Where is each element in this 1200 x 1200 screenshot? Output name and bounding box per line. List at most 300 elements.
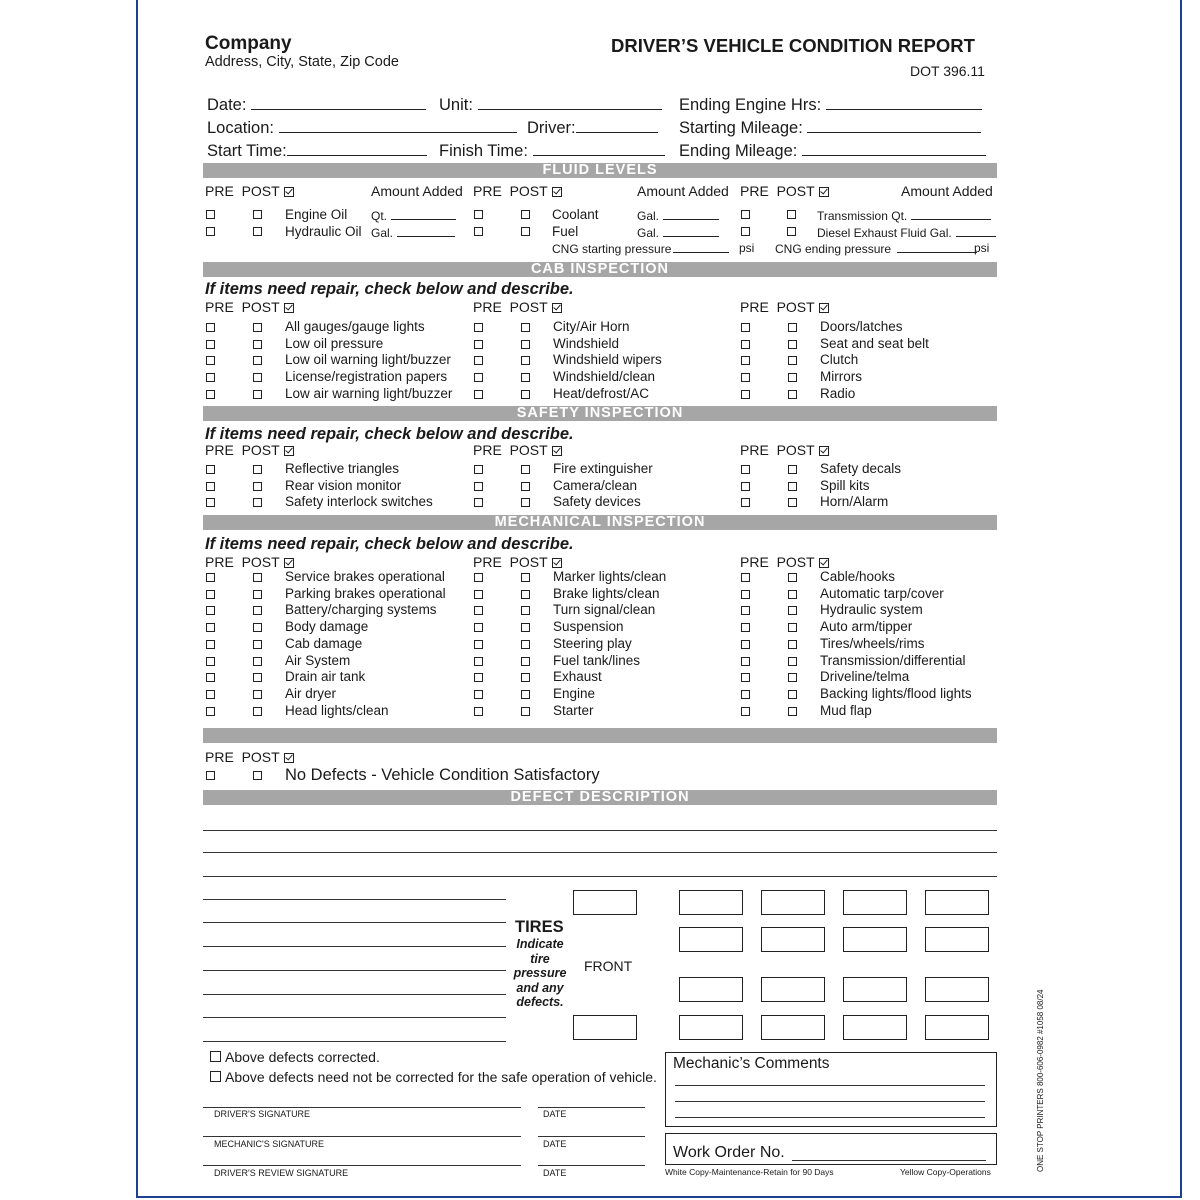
defect-line[interactable] [203,994,506,995]
post-checkbox[interactable] [253,390,262,399]
fluid-item: Hydraulic Oil [285,224,362,239]
post-checkbox[interactable] [253,373,262,382]
pre-checkbox[interactable] [474,227,483,236]
pre-checkbox[interactable] [474,210,483,219]
pre-post-header: PRE POST [205,299,294,315]
cab-inspection-bar: CAB INSPECTION [203,262,997,277]
tire-box[interactable] [679,1015,743,1040]
tire-box[interactable] [843,890,907,915]
inspection-item: Camera/clean [553,477,638,493]
inspection-item: Doors/latches [820,319,903,334]
post-checkbox[interactable] [521,623,530,632]
unit-label: Unit: [439,96,473,114]
tires-title: TIRES [515,918,564,936]
checkmark-icon [284,558,294,568]
post-checkbox[interactable] [253,573,262,582]
post-checkbox[interactable] [253,606,262,615]
form-title: DRIVER’S VEHICLE CONDITION REPORT [611,35,975,56]
start-time-label: Start Time: [207,142,287,160]
fluid-col1-header: PRE POST [205,183,294,199]
safety-inspection-bar: SAFETY INSPECTION [203,406,997,421]
pre-checkbox[interactable] [474,323,483,332]
defects-corrected-checkbox[interactable] [210,1051,221,1062]
finish-time-field[interactable] [439,141,665,161]
post-checkbox[interactable] [253,482,262,491]
tire-box[interactable] [925,977,989,1002]
tires-instruction-line: tire [530,951,550,966]
pre-checkbox[interactable] [206,465,215,474]
checkmark-icon [284,753,294,763]
post-checkbox[interactable] [253,673,262,682]
pre-checkbox[interactable] [206,657,215,666]
driver-signature-label: DRIVER'S SIGNATURE [214,1109,311,1119]
checkmark-icon [819,187,829,197]
checkmark-icon [552,446,562,456]
inspection-item: Engine [553,685,596,701]
post-checkbox[interactable] [253,356,262,365]
post-checkbox[interactable] [521,390,530,399]
front-label: FRONT [584,958,633,974]
review-date-line[interactable] [538,1165,645,1166]
tire-box[interactable] [925,927,989,952]
defect-line[interactable] [203,946,506,947]
inspection-item: Suspension [553,619,624,635]
post-checkbox[interactable] [788,590,797,599]
checkmark-icon [284,187,294,197]
mechanic-date-label: DATE [543,1139,567,1149]
location-field[interactable] [207,118,517,138]
pre-checkbox[interactable] [206,373,215,382]
pre-checkbox[interactable] [741,482,750,491]
defects-corrected-label: Above defects corrected. [225,1049,380,1065]
tire-box[interactable] [761,977,825,1002]
tire-box[interactable] [761,927,825,952]
inspection-item: Low oil pressure [285,335,384,351]
dot-number: DOT 396.11 [910,63,985,79]
post-checkbox[interactable] [253,323,262,332]
inspection-item: Exhaust [553,669,602,685]
tire-box-rear-left[interactable] [573,1015,637,1040]
checkmark-icon [819,558,829,568]
safety-repair-instruction: If items need repair, check below and describe. [205,425,574,443]
inspection-item: Hydraulic system [820,602,923,618]
fluid-amount-field[interactable]: Transmission Qt. [817,208,991,223]
pre-checkbox[interactable] [206,623,215,632]
defect-line[interactable] [203,1041,506,1042]
pre-checkbox[interactable] [206,227,215,236]
pre-checkbox[interactable] [741,356,750,365]
fluid-amount-field[interactable]: Gal. [371,225,455,240]
post-checkbox[interactable] [521,340,530,349]
comments-line[interactable] [675,1085,985,1086]
blank-bar [203,728,997,743]
inspection-item: Mirrors [820,369,862,385]
post-checkbox[interactable] [788,465,797,474]
defect-line[interactable] [203,852,997,853]
inspection-item: Safety decals [820,461,902,476]
fluid-amount-field[interactable]: Qt. [371,208,456,223]
work-order-line[interactable] [792,1160,986,1161]
post-checkbox[interactable] [253,227,262,236]
fluid-col1-amount-added: Amount Added [371,183,463,199]
inspection-item: Starter [553,702,594,718]
pre-checkbox[interactable] [474,498,483,507]
inspection-item: Heat/defrost/AC [553,385,650,401]
inspection-item: Turn signal/clean [553,602,656,618]
mechanic-date-line[interactable] [538,1136,645,1137]
inspection-item: Clutch [820,352,859,368]
no-defects-post-checkbox[interactable] [253,771,262,780]
pre-post-header: PRE POST [473,442,562,458]
post-checkbox[interactable] [521,498,530,507]
defect-description-bar: DEFECT DESCRIPTION [203,790,997,805]
post-checkbox[interactable] [253,590,262,599]
pre-checkbox[interactable] [206,356,215,365]
cng-end-field[interactable]: CNG ending pressure [775,241,977,256]
fluid-col2-header: PRE POST [473,183,562,199]
unit-field[interactable] [439,95,662,115]
post-checkbox[interactable] [521,606,530,615]
post-checkbox[interactable] [788,673,797,682]
pre-checkbox[interactable] [741,690,750,699]
checkmark-icon [552,187,562,197]
inspection-item: Fire extinguisher [553,461,653,476]
checkmark-icon [284,303,294,313]
post-checkbox[interactable] [521,690,530,699]
post-checkbox[interactable] [788,573,797,582]
inspection-item: Horn/Alarm [820,494,889,510]
inspection-item: Automatic tarp/cover [820,585,944,601]
ending-mileage-field[interactable] [679,141,986,161]
starting-mileage-field[interactable] [679,118,981,138]
post-checkbox[interactable] [788,482,797,491]
pre-checkbox[interactable] [206,573,215,582]
mechanic-comments-label: Mechanic’s Comments [673,1055,830,1072]
comments-line[interactable] [675,1101,985,1102]
pre-checkbox[interactable] [206,690,215,699]
post-checkbox[interactable] [788,373,797,382]
defect-line[interactable] [203,1017,506,1018]
inspection-item: Driveline/telma [820,669,910,685]
review-signature-label: DRIVER'S REVIEW SIGNATURE [214,1168,349,1178]
pre-checkbox[interactable] [474,606,483,615]
driver-date-label: DATE [543,1109,567,1119]
inspection-item: Spill kits [820,477,870,493]
post-checkbox[interactable] [788,606,797,615]
post-checkbox[interactable] [521,323,530,332]
inspection-item: Body damage [285,619,369,635]
printer-note: ONE STOP PRINTERS 800-606-0982 #1058 08/24 [1036,989,1045,1172]
inspection-item: Head lights/clean [285,702,389,718]
pre-checkbox[interactable] [741,707,750,716]
date-field[interactable] [207,95,426,115]
post-checkbox[interactable] [788,623,797,632]
pre-checkbox[interactable] [741,673,750,682]
pre-checkbox[interactable] [206,606,215,615]
pre-checkbox[interactable] [474,465,483,474]
post-checkbox[interactable] [521,210,530,219]
pre-post-header: PRE POST [205,442,294,458]
pre-checkbox[interactable] [206,673,215,682]
checkmark-icon [552,558,562,568]
post-checkbox[interactable] [521,673,530,682]
tire-box[interactable] [761,890,825,915]
inspection-item: Cable/hooks [820,569,896,584]
white-copy-note: White Copy-Maintenance-Retain for 90 Days [665,1167,834,1177]
pre-checkbox[interactable] [206,707,215,716]
post-checkbox[interactable] [788,390,797,399]
inspection-item: Windshield/clean [553,369,656,385]
post-checkbox[interactable] [521,227,530,236]
psi-label: psi [974,241,990,255]
finish-time-label: Finish Time: [439,142,528,160]
inspection-item: Low oil warning light/buzzer [285,352,451,368]
post-checkbox[interactable] [253,640,262,649]
tires-instruction-line: pressure [513,966,567,980]
pre-checkbox[interactable] [741,623,750,632]
no-defects-pre-checkbox[interactable] [206,771,215,780]
pre-post-header: PRE POST [740,554,829,570]
post-checkbox[interactable] [788,690,797,699]
post-checkbox[interactable] [788,340,797,349]
pre-checkbox[interactable] [206,498,215,507]
no-defects-header: PRE POST [205,749,294,765]
post-checkbox[interactable] [788,323,797,332]
cab-repair-instruction: If items need repair, check below and describe. [205,280,574,298]
yellow-copy-note: Yellow Copy-Operations [900,1167,991,1177]
pre-checkbox[interactable] [474,707,483,716]
pre-checkbox[interactable] [741,498,750,507]
tires-instruction-line: and any [516,980,564,995]
psi-label: psi [739,241,755,255]
defect-line[interactable] [203,922,506,923]
post-checkbox[interactable] [521,707,530,716]
pre-checkbox[interactable] [741,640,750,649]
inspection-item: Cab damage [285,635,363,651]
tire-box[interactable] [843,927,907,952]
start-time-field[interactable] [207,141,427,161]
inspection-item: License/registration papers [285,369,448,385]
pre-checkbox[interactable] [474,573,483,582]
defect-line[interactable] [203,830,997,831]
post-checkbox[interactable] [788,498,797,507]
post-checkbox[interactable] [253,340,262,349]
inspection-item: All gauges/gauge lights [285,319,425,334]
post-checkbox[interactable] [521,573,530,582]
fluid-item: Fuel [552,224,579,239]
pre-checkbox[interactable] [474,482,483,491]
pre-checkbox[interactable] [474,390,483,399]
pre-checkbox[interactable] [741,590,750,599]
no-defects-label: No Defects - Vehicle Condition Satisfactory [285,766,600,784]
pre-post-header: PRE POST [473,554,562,570]
defect-line[interactable] [203,876,997,877]
inspection-item: City/Air Horn [553,319,630,334]
defects-not-needed-label: Above defects need not be corrected for the safe operation of vehicle. [225,1069,657,1085]
post-checkbox[interactable] [253,657,262,666]
work-order-label: Work Order No. [673,1144,785,1161]
post-checkbox[interactable] [253,465,262,474]
post-checkbox[interactable] [521,465,530,474]
defect-line[interactable] [203,899,506,900]
pre-checkbox[interactable] [474,623,483,632]
fluid-col2-amount-added: Amount Added [637,183,729,199]
inspection-item: Reflective triangles [285,461,400,476]
defect-line[interactable] [203,970,506,971]
pre-checkbox[interactable] [206,390,215,399]
inspection-item: Safety devices [553,494,641,510]
ending-engine-hrs-label: Ending Engine Hrs: [679,96,822,114]
pre-checkbox[interactable] [474,356,483,365]
tire-box[interactable] [679,977,743,1002]
post-checkbox[interactable] [253,690,262,699]
ending-mileage-label: Ending Mileage: [679,142,798,160]
location-label: Location: [207,119,274,137]
post-checkbox[interactable] [521,590,530,599]
pre-checkbox[interactable] [741,465,750,474]
inspection-item: Air dryer [285,685,337,701]
checkmark-icon [819,446,829,456]
inspection-item: Rear vision monitor [285,477,402,493]
pre-post-header: PRE POST [205,554,294,570]
tire-box[interactable] [925,1015,989,1040]
inspection-item: Drain air tank [285,669,366,685]
tire-box[interactable] [679,890,743,915]
company-address: Address, City, State, Zip Code [205,54,399,70]
checkmark-icon [284,446,294,456]
inspection-item: Parking brakes operational [285,585,446,601]
tires-instruction-line: defects. [516,995,564,1009]
post-checkbox[interactable] [521,640,530,649]
pre-checkbox[interactable] [474,340,483,349]
pre-checkbox[interactable] [741,573,750,582]
pre-checkbox[interactable] [474,673,483,682]
fluid-item: Engine Oil [285,207,348,222]
inspection-item: Backing lights/flood lights [820,685,972,701]
inspection-item: Mud flap [820,702,872,718]
mechanic-signature-line[interactable] [203,1136,521,1137]
inspection-item: Auto arm/tipper [820,619,913,635]
pre-checkbox[interactable] [474,590,483,599]
tire-box[interactable] [761,1015,825,1040]
review-signature-line[interactable] [203,1165,521,1166]
inspection-item: Service brakes operational [285,569,445,584]
fluid-amount-field[interactable]: Gal. [637,208,719,223]
pre-checkbox[interactable] [741,373,750,382]
pre-checkbox[interactable] [741,390,750,399]
mechanical-repair-instruction: If items need repair, check below and describe. [205,535,574,553]
fluid-item: Coolant [552,207,599,222]
inspection-item: Radio [820,385,856,401]
tire-box[interactable] [925,890,989,915]
post-checkbox[interactable] [521,657,530,666]
post-checkbox[interactable] [521,356,530,365]
pre-checkbox[interactable] [206,590,215,599]
post-checkbox[interactable] [521,482,530,491]
pre-checkbox[interactable] [741,657,750,666]
driver-label: Driver: [527,119,576,137]
pre-checkbox[interactable] [206,210,215,219]
inspection-item: Tires/wheels/rims [820,635,925,651]
pre-checkbox[interactable] [741,227,750,236]
pre-post-header: PRE POST [740,442,829,458]
checkmark-icon [552,303,562,313]
post-checkbox[interactable] [253,623,262,632]
inspection-item: Transmission/differential [820,652,966,668]
inspection-item: Battery/charging systems [285,602,437,618]
post-checkbox[interactable] [787,227,796,236]
fluid-levels-bar: FLUID LEVELS [203,163,997,178]
inspection-item: Brake lights/clean [553,585,660,601]
pre-checkbox[interactable] [741,606,750,615]
inspection-item: Seat and seat belt [820,335,929,351]
pre-checkbox[interactable] [741,210,750,219]
tire-box[interactable] [679,927,743,952]
ending-engine-hrs-field[interactable] [679,95,982,115]
checkmark-icon [819,303,829,313]
inspection-item: Fuel tank/lines [553,652,641,668]
post-checkbox[interactable] [788,356,797,365]
post-checkbox[interactable] [253,498,262,507]
defects-not-needed-checkbox[interactable] [210,1071,221,1082]
inspection-item: Windshield wipers [553,352,662,368]
pre-checkbox[interactable] [474,657,483,666]
tires-instruction-line: Indicate [516,937,564,951]
fluid-col3-header: PRE POST [740,183,829,199]
pre-checkbox[interactable] [206,340,215,349]
post-checkbox[interactable] [788,707,797,716]
pre-post-header: PRE POST [740,299,829,315]
pre-checkbox[interactable] [206,482,215,491]
pre-post-header: PRE POST [473,299,562,315]
pre-checkbox[interactable] [206,323,215,332]
post-checkbox[interactable] [788,657,797,666]
post-checkbox[interactable] [253,707,262,716]
fluid-amount-field[interactable]: Gal. [637,225,719,240]
company-name: Company [205,33,292,54]
pre-checkbox[interactable] [206,640,215,649]
date-label: Date: [207,96,247,114]
fluid-col3-amount-added: Amount Added [901,183,993,199]
tire-box[interactable] [843,1015,907,1040]
inspection-item: Windshield [553,335,620,351]
post-checkbox[interactable] [521,373,530,382]
comments-line[interactable] [675,1117,985,1118]
inspection-item: Steering play [553,635,632,651]
pre-checkbox[interactable] [741,340,750,349]
driver-field[interactable] [527,118,658,138]
post-checkbox[interactable] [253,210,262,219]
post-checkbox[interactable] [787,210,796,219]
pre-checkbox[interactable] [741,323,750,332]
driver-signature-line[interactable] [203,1107,521,1108]
post-checkbox[interactable] [788,640,797,649]
tire-box[interactable] [843,977,907,1002]
fluid-amount-field[interactable]: Diesel Exhaust Fluid Gal. [817,225,996,240]
pre-checkbox[interactable] [474,640,483,649]
pre-checkbox[interactable] [474,690,483,699]
tire-box-front-left[interactable] [573,890,637,915]
review-date-label: DATE [543,1168,567,1178]
inspection-item: Low air warning light/buzzer [285,385,453,401]
mechanic-signature-label: MECHANIC'S SIGNATURE [214,1139,325,1149]
cng-start-field[interactable]: CNG starting pressure [552,241,729,256]
inspection-item: Safety interlock switches [285,494,433,510]
pre-checkbox[interactable] [474,373,483,382]
inspection-item: Marker lights/clean [553,569,667,584]
inspection-item: Air System [285,652,351,668]
driver-date-line[interactable] [538,1107,645,1108]
